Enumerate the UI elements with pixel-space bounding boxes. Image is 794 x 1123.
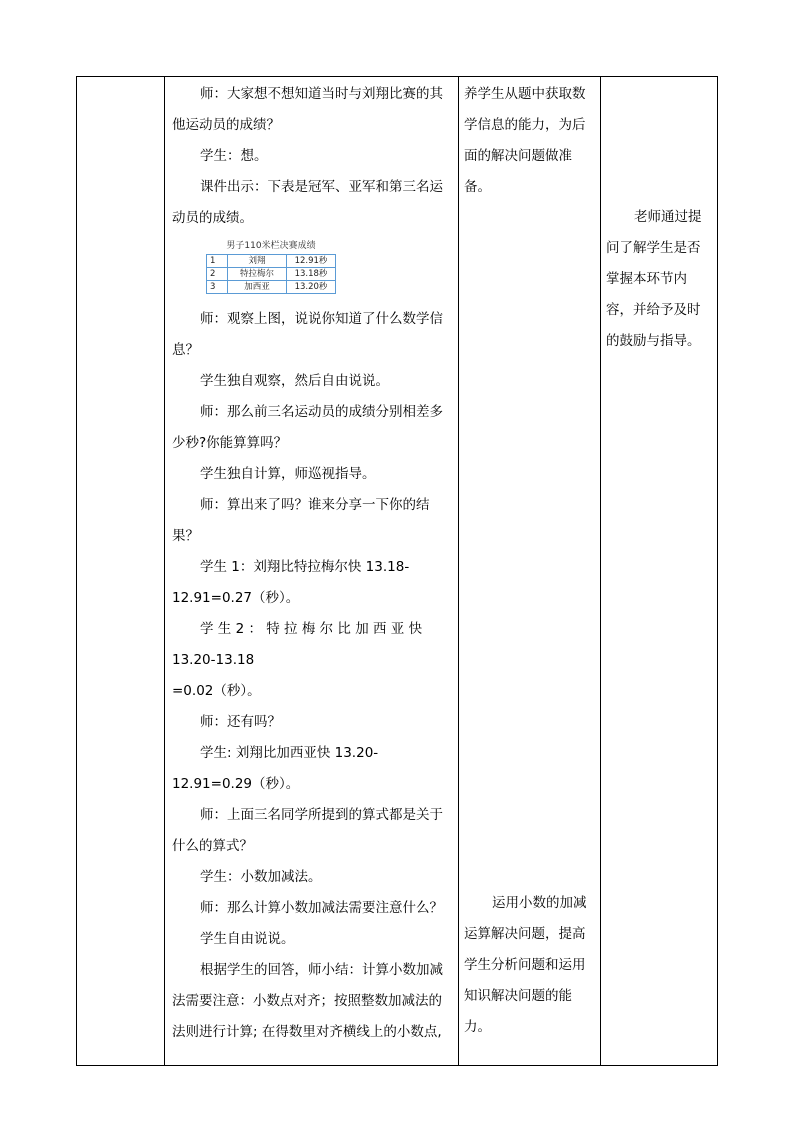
athlete-cell: 特拉梅尔 [228, 268, 287, 281]
time-cell: 12.91秒 [287, 255, 336, 268]
paragraph: 师：观察上图，说说你知道了什么数学信息？ [172, 311, 443, 358]
rank-cell: 3 [207, 281, 228, 294]
table-row [207, 281, 336, 294]
paragraph: 师：大家想不想知道当时与刘翔比赛的其他运动员的成绩？ [172, 86, 443, 133]
column-divider-1 [164, 76, 165, 1065]
paragraph: 师：那么计算小数加减法需要注意什么？ [200, 900, 443, 916]
design-intent-bottom [464, 888, 596, 1043]
paragraph: 养学生从题中获取数学信息的能力，为后面的解决问题做准备。 [464, 86, 586, 195]
rank-cell: 2 [207, 268, 228, 281]
paragraph: 学生自由说说。 [200, 931, 295, 947]
table-row [207, 268, 336, 281]
teaching-process-cell [172, 79, 454, 1048]
results-table [206, 254, 336, 294]
paragraph: 学生: 刘翔比加西亚快 13.20-12.91=0.29（秒）。 [172, 745, 379, 792]
athlete-cell: 加西亚 [228, 281, 287, 294]
time-cell: 13.18秒 [287, 268, 336, 281]
paragraph: 学生独自计算，师巡视指导。 [200, 466, 376, 482]
paragraph: 师：还有吗？ [200, 714, 281, 730]
table-row [207, 255, 336, 268]
column-divider-3 [600, 76, 601, 1065]
paragraph: 师：算出来了吗？谁来分享一下你的结果？ [172, 497, 430, 544]
paragraph: 学生独自观察，然后自由说说。 [200, 373, 389, 389]
results-table-figure [206, 240, 336, 294]
design-intent-top [464, 79, 596, 203]
paragraph: 课件出示：下表是冠军、亚军和第三名运动员的成绩。 [172, 179, 443, 226]
paragraph: 师：那么前三名运动员的成绩分别相差多少秒?你能算算吗？ [172, 404, 443, 451]
stage-cell [77, 77, 163, 1065]
paragraph: 学 生 2 ： 特 拉 梅 尔 比 加 西 亚 快 13.20-13.18 [172, 621, 423, 668]
column-divider-2 [458, 76, 459, 1065]
time-cell: 13.20秒 [287, 281, 336, 294]
paragraph: 学生：小数加减法。 [200, 869, 322, 885]
evaluation-cell [606, 202, 712, 357]
paragraph: 师：上面三名同学所提到的算式都是关于什么的算式？ [172, 807, 443, 854]
paragraph: 学生：想。 [200, 148, 268, 164]
rank-cell: 1 [207, 255, 228, 268]
paragraph: 运用小数的加减运算解决问题，提高学生分析问题和运用知识解决问题的能力。 [464, 895, 587, 1035]
paragraph: 学生 1：刘翔比特拉梅尔快 13.18-12.91=0.27（秒）。 [172, 559, 410, 606]
paragraph: 根据学生的回答，师小结：计算小数加减法需要注意：小数点对齐；按照整数加减法的法则进行计算; 在得数里对齐横线上的小数点, [172, 962, 443, 1040]
paragraph: =0.02（秒）。 [172, 683, 261, 699]
athlete-cell: 刘翔 [228, 255, 287, 268]
paragraph: 老师通过提问了解学生是否掌握本环节内容，并给予及时的鼓励与指导。 [606, 209, 702, 349]
results-table-title: 男子110米栏决赛成绩 [226, 241, 316, 251]
